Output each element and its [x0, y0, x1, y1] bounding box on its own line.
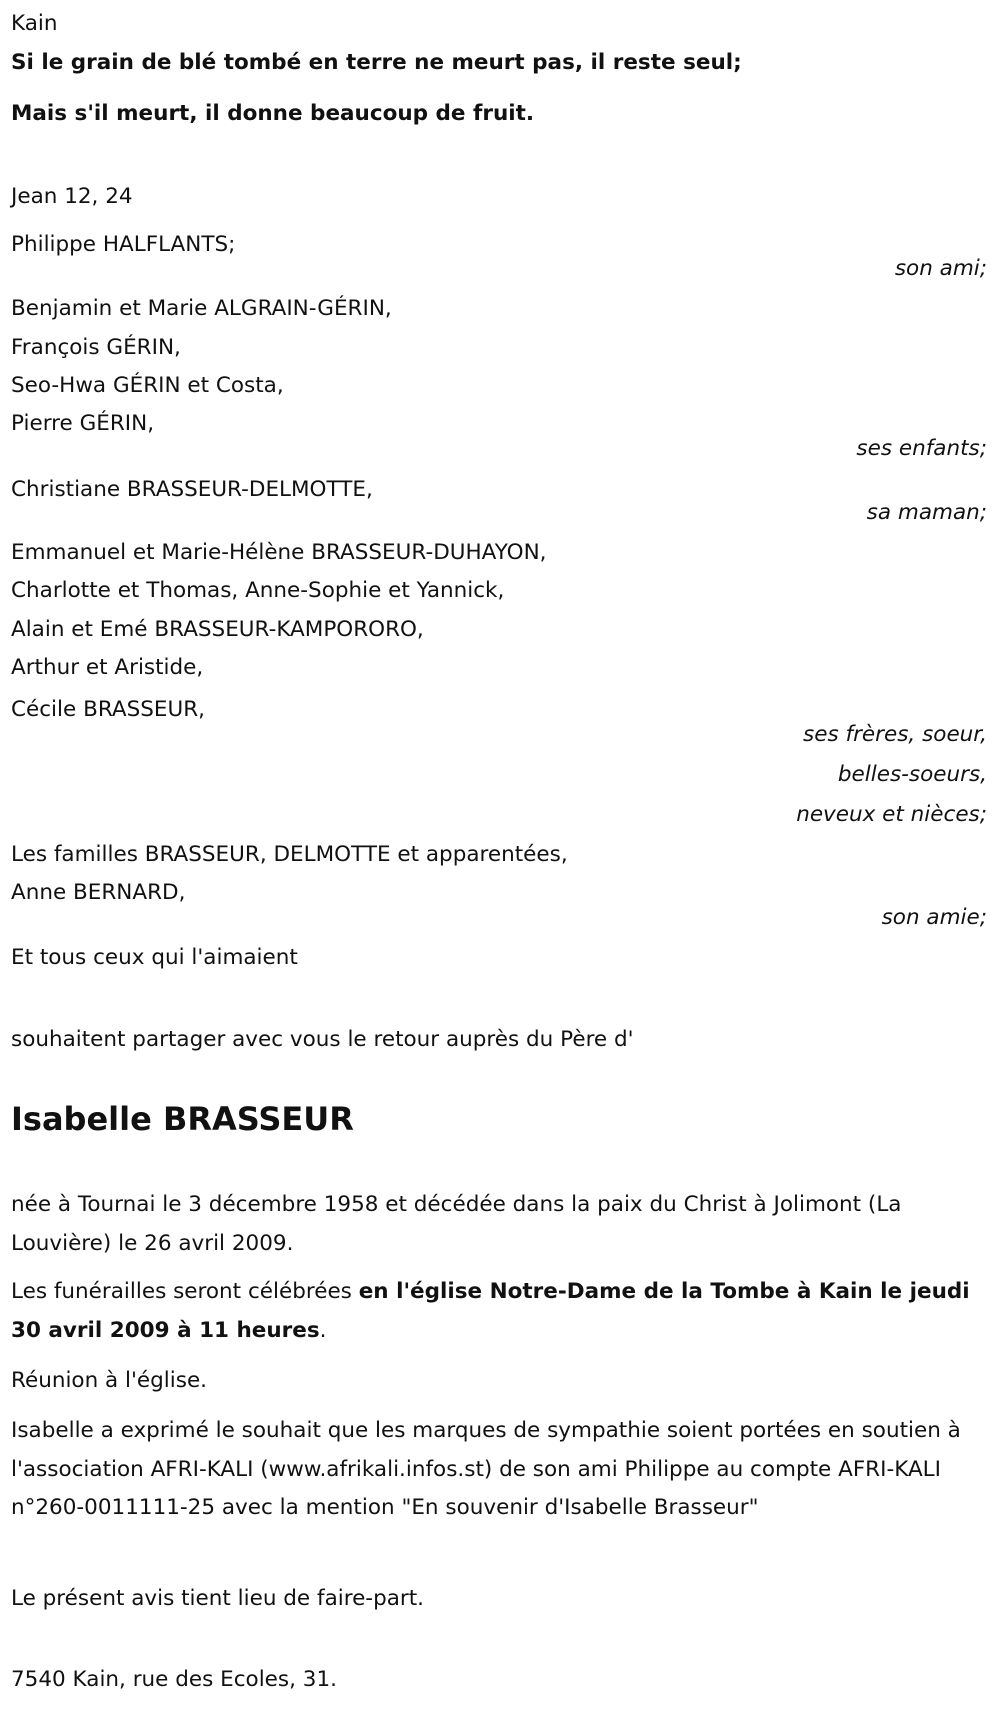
deceased-name: Isabelle BRASSEUR: [11, 1100, 354, 1138]
funeral-suffix: .: [319, 1317, 327, 1343]
verse-line-1: Si le grain de blé tombé en terre ne meurt pas, il reste seul;: [11, 50, 742, 75]
funeral-text: [11, 1273, 996, 1350]
funeral-details: en l'église Notre-Dame de la Tombe à Kain le jeudi 30 avril 2009 à 11 heures: [11, 1279, 970, 1343]
intro-text: souhaitent partager avec vous le retour auprès du Père d': [11, 1027, 634, 1052]
family-name: Alain et Emé BRASSEUR-KAMPORORO,: [11, 617, 424, 642]
relation: neveux et nièces;: [796, 802, 987, 827]
family-name: Arthur et Aristide,: [11, 655, 204, 680]
verse-reference: Jean 12, 24: [11, 184, 133, 209]
relation: son ami;: [894, 256, 987, 281]
funeral-prefix: Les funérailles seront célébrées: [11, 1279, 359, 1304]
donation-text: Isabelle a exprimé le souhait que les marques de sympathie soient portées en soutien à l'association AFRI-KALI (www.afrikali.infos.st) de son ami Philippe au compte AFRI-KALI n°260-0011111-25 avec la mention "En souvenir d'Isabelle Brasseur": [11, 1418, 961, 1520]
family-name: Charlotte et Thomas, Anne-Sophie et Yannick,: [11, 578, 505, 603]
family-name: Emmanuel et Marie-Hélène BRASSEUR-DUHAYON,: [11, 540, 547, 565]
family-name: Anne BERNARD,: [11, 880, 186, 905]
birth-death-text: née à Tournai le 3 décembre 1958 et décédée dans la paix du Christ à Jolimont (La Louvière) le 26 avril 2009.: [11, 1192, 902, 1256]
relation: son amie;: [881, 905, 987, 930]
family-name: Cécile BRASSEUR,: [11, 697, 205, 722]
family-name: Les familles BRASSEUR, DELMOTTE et apparentées,: [11, 842, 568, 867]
family-name: François GÉRIN,: [11, 335, 181, 360]
place: Kain: [11, 11, 58, 36]
relation: ses frères, soeur,: [803, 722, 987, 747]
family-name: Pierre GÉRIN,: [11, 411, 155, 436]
family-name: Benjamin et Marie ALGRAIN-GÉRIN,: [11, 296, 392, 321]
address: 7540 Kain, rue des Ecoles, 31.: [11, 1667, 337, 1692]
family-name: Christiane BRASSEUR-DELMOTTE,: [11, 477, 373, 502]
relation: sa maman;: [866, 500, 987, 525]
verse-line-2: Mais s'il meurt, il donne beaucoup de fruit.: [11, 101, 535, 126]
relation: ses enfants;: [856, 436, 987, 461]
family-closing: Et tous ceux qui l'aimaient: [11, 945, 298, 970]
meeting-text: Réunion à l'église.: [11, 1368, 208, 1393]
family-name: Seo-Hwa GÉRIN et Costa,: [11, 373, 284, 398]
family-name: Philippe HALFLANTS;: [11, 232, 236, 257]
notice-text: Le présent avis tient lieu de faire-part.: [11, 1586, 424, 1611]
relation: belles-soeurs,: [837, 762, 987, 787]
